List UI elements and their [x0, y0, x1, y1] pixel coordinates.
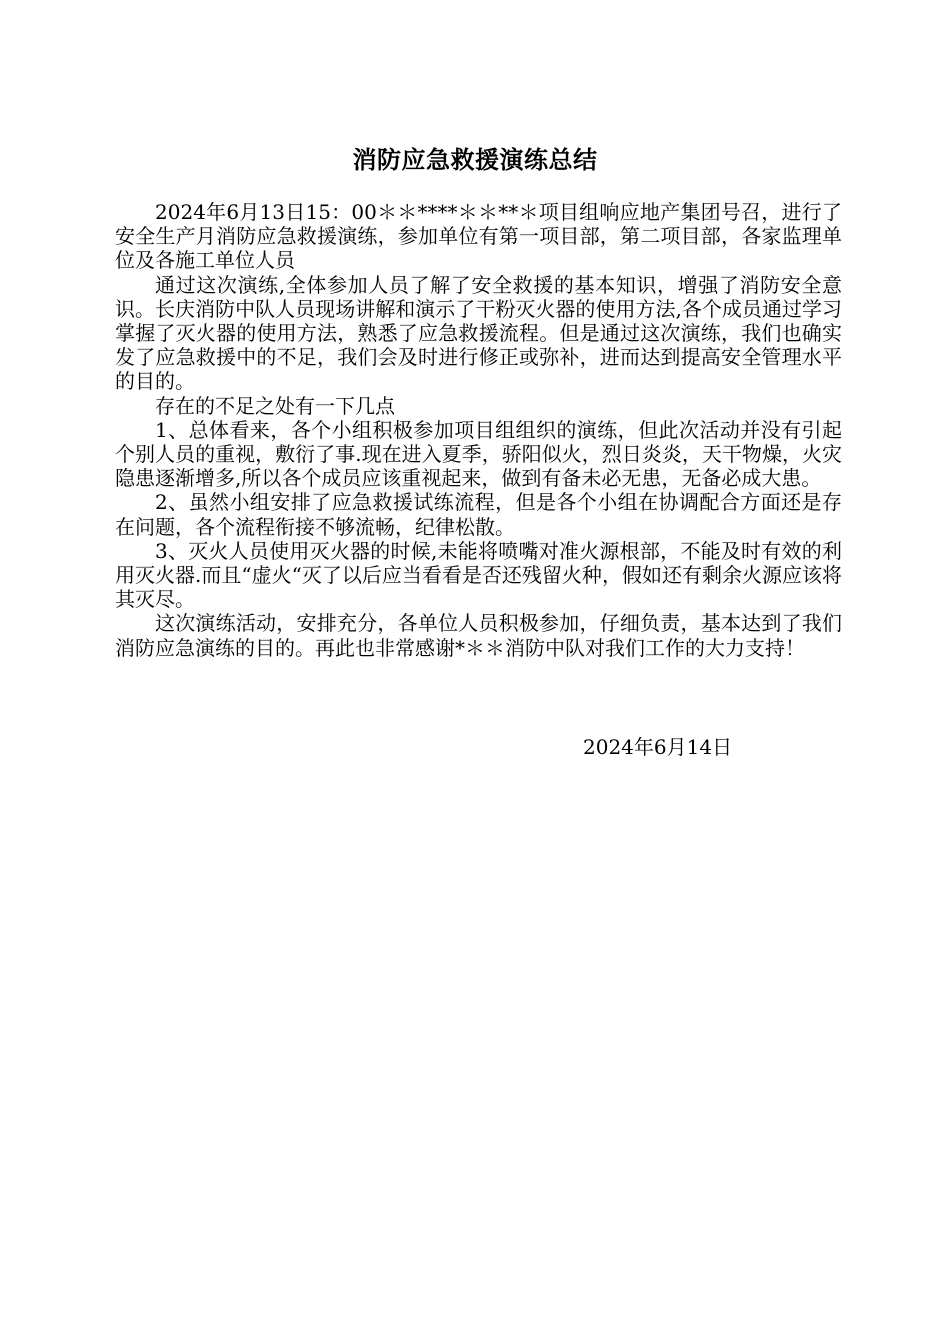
paragraph-point-2: 2、虽然小组安排了应急救援试练流程，但是各个小组在协调配合方面还是存在问题，各个流程衔接不够流畅，纪律松散。 [115, 490, 842, 539]
paragraph-conclusion: 这次演练活动，安排充分，各单位人员积极参加，仔细负责，基本达到了我们消防应急演练的目的。再此也非常感谢*＊＊消防中队对我们工作的大力支持！ [115, 611, 842, 660]
document-title: 消防应急救援演练总结 [352, 146, 598, 174]
document-body [115, 200, 842, 660]
paragraph-point-3: 3、灭火人员使用灭火器的时候,未能将喷嘴对准火源根部，不能及时有效的利用灭火器.而且“虚火“灭了以后应当看看是否还残留火种，假如还有剩余火源应该将其灭尽。 [115, 538, 842, 612]
paragraph-point-1: 1、总体看来，各个小组积极参加项目组组织的演练，但此次活动并没有引起个别人员的重视，敷衍了事.现在进入夏季，骄阳似火，烈日炎炎，天干物燥，火灾隐患逐渐增多,所以各个成员应该重视起来，做到有备未必无患，无备必成大患。 [115, 417, 842, 491]
paragraph-intro: 2024年6月13日15：00＊＊****＊＊**＊项目组响应地产集团号召，进行了安全生产月消防应急救援演练，参加单位有第一项目部，第二项目部，各家监理单位及各施工单位人员 [115, 200, 842, 273]
paragraph-shortcomings-heading: 存在的不足之处有一下几点 [155, 393, 395, 418]
document-date: 2024年6月14日 [583, 735, 733, 759]
paragraph-learning: 通过这次演练,全体参加人员了解了安全救援的基本知识，增强了消防安全意识。长庆消防中队人员现场讲解和演示了干粉灭火器的使用方法,各个成员通过学习掌握了灭火器的使用方法，熟悉了应急救援流程。但是通过这次演练，我们也确实发了应急救援中的不足，我们会及时进行修正或弥补，进而达到提高安全管理水平的目的。 [115, 272, 842, 394]
